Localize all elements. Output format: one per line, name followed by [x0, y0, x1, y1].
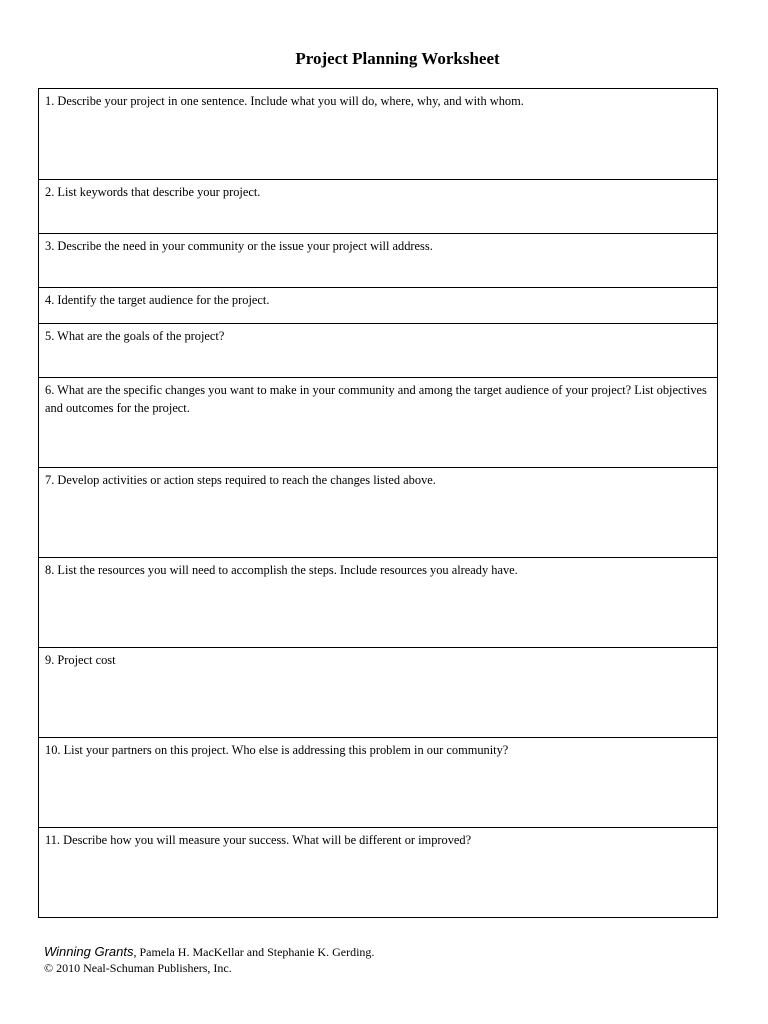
prompt-row-9[interactable]: 9. Project cost [39, 648, 717, 738]
prompt-row-11[interactable]: 11. Describe how you will measure your success. What will be different or improved? [39, 828, 717, 918]
citation-footer [44, 944, 374, 976]
copyright-line: © 2010 Neal-Schuman Publishers, Inc. [44, 961, 232, 975]
prompt-row-6[interactable]: 6. What are the specific changes you want to make in your community and among the target audience of your project? List objectives and outcomes for the project. [39, 378, 717, 468]
prompt-row-7[interactable]: 7. Develop activities or action steps required to reach the changes listed above. [39, 468, 717, 558]
prompt-row-3[interactable]: 3. Describe the need in your community or the issue your project will address. [39, 234, 717, 288]
worksheet-table [38, 88, 718, 918]
prompt-row-5[interactable]: 5. What are the goals of the project? [39, 324, 717, 378]
citation-line [44, 944, 374, 960]
book-authors: , Pamela H. MacKellar and Stephanie K. Gerding. [133, 945, 375, 959]
prompt-row-2[interactable]: 2. List keywords that describe your project. [39, 180, 717, 234]
book-title: Winning Grants [44, 944, 134, 959]
page-title: Project Planning Worksheet [295, 49, 500, 68]
prompt-row-1[interactable]: 1. Describe your project in one sentence. Include what you will do, where, why, and with whom. [39, 89, 717, 180]
prompt-row-8[interactable]: 8. List the resources you will need to accomplish the steps. Include resources you already have. [39, 558, 717, 648]
prompt-row-4[interactable]: 4. Identify the target audience for the project. [39, 288, 717, 324]
prompt-row-10[interactable]: 10. List your partners on this project. Who else is addressing this problem in our community? [39, 738, 717, 828]
